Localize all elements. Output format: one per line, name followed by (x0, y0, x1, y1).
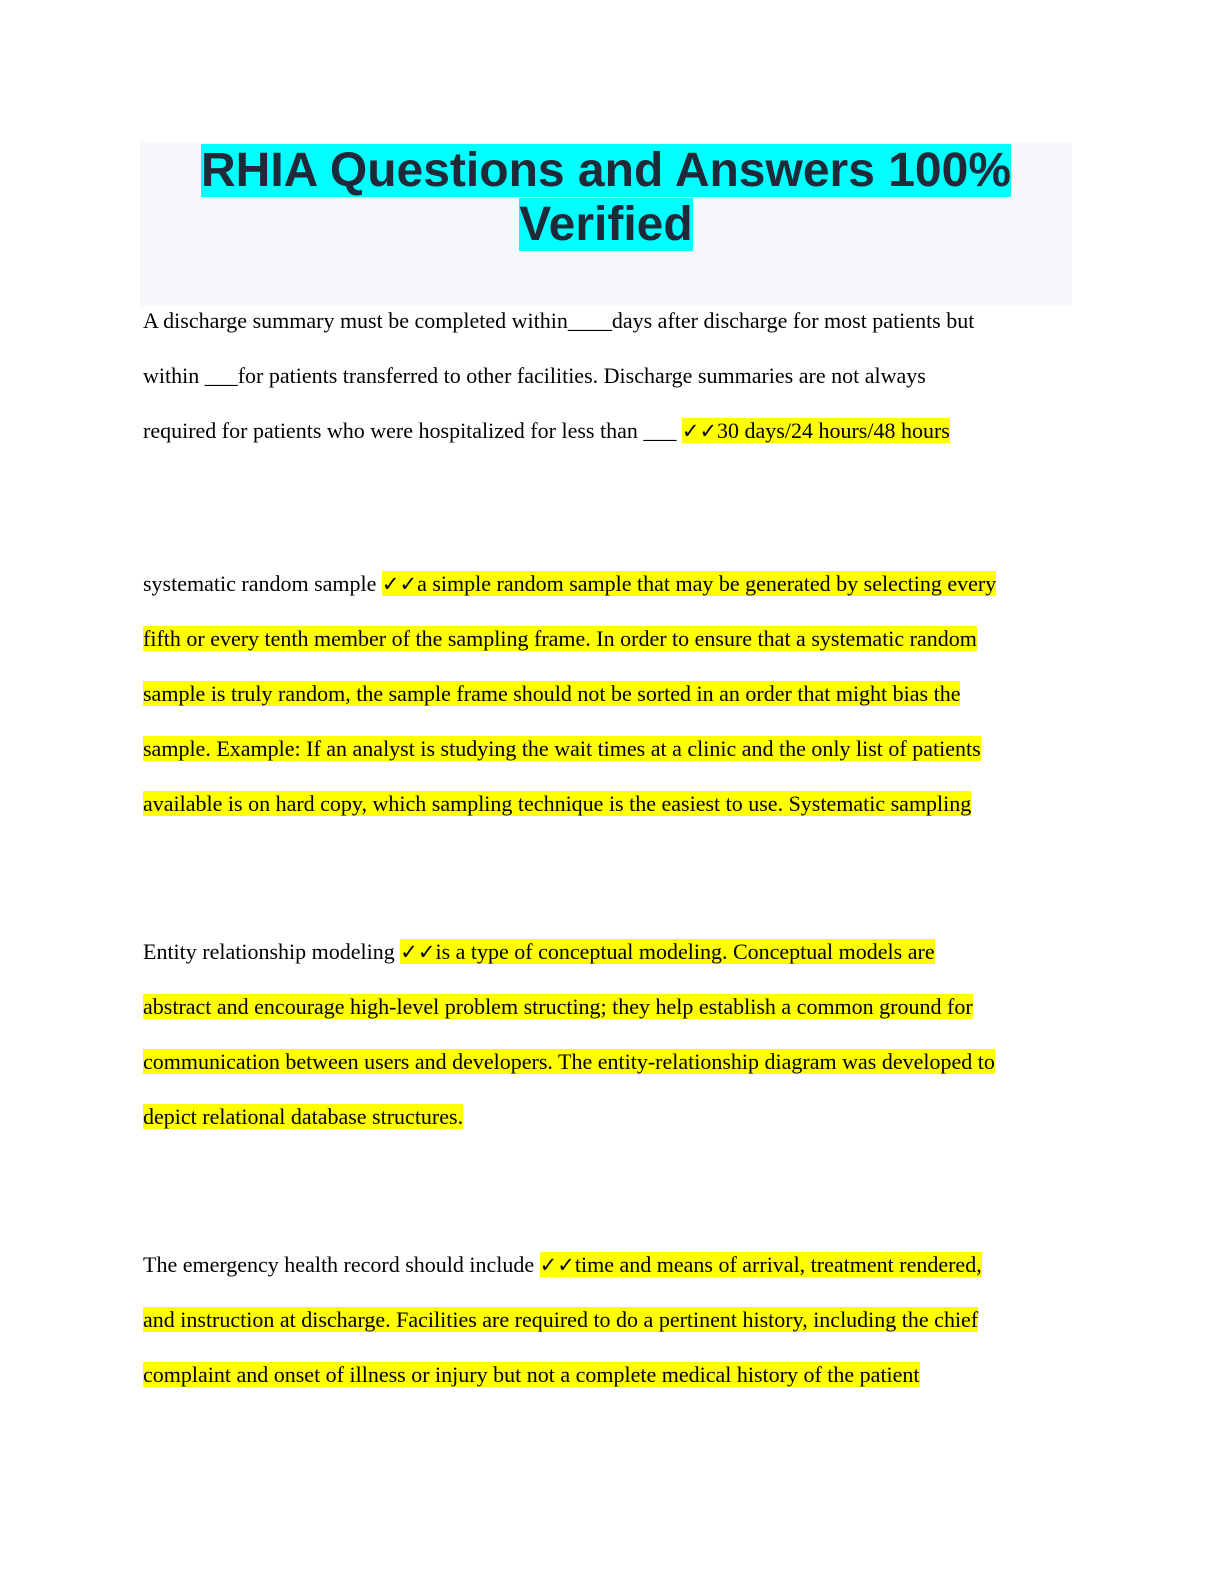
title-banner (140, 142, 1072, 306)
answer-highlight (400, 939, 934, 964)
answer-line (143, 1292, 1073, 1347)
answer-line (143, 776, 1073, 831)
answer-text: and instruction at discharge. Facilities are required to do a pertinent history, including the chief (143, 1307, 979, 1332)
answer-line (143, 1034, 1073, 1089)
answer-text: depict relational database structures. (143, 1104, 464, 1129)
question-answer-line (143, 556, 1073, 611)
answer-text: available is on hard copy, which sampling technique is the easiest to use. Systematic sampling (143, 791, 972, 816)
qa-item-entity-relationship-modeling (143, 924, 1073, 1144)
question-text: required for patients who were hospitalized for less than ___ (143, 418, 682, 443)
question-answer-line (143, 1237, 1073, 1292)
answer-text: sample. Example: If an analyst is studying the wait times at a clinic and the only list of patients (143, 736, 981, 761)
qa-item-discharge-summary (143, 293, 1073, 458)
answer-highlight (682, 418, 950, 443)
qa-item-emergency-health-record (143, 1237, 1073, 1402)
answer-text: 30 days/24 hours/48 hours (717, 418, 950, 443)
answer-text: abstract and encourage high-level problem structing; they help establish a common ground for (143, 994, 973, 1019)
title-line-2: Verified (519, 198, 693, 251)
answer-line (143, 1089, 1073, 1144)
title-line-1: RHIA Questions and Answers 100% (201, 144, 1011, 197)
question-line: A discharge summary must be completed within____days after discharge for most patients but (143, 308, 975, 333)
answer-line (143, 1347, 1073, 1402)
double-check-icon: ✓✓ (539, 1253, 575, 1277)
question-text: systematic random sample (143, 571, 382, 596)
answer-highlight (382, 571, 996, 596)
double-check-icon: ✓✓ (400, 940, 436, 964)
answer-text: complaint and onset of illness or injury but not a complete medical history of the patient (143, 1362, 920, 1387)
answer-text: time and means of arrival, treatment rendered, (574, 1252, 982, 1277)
question-text: The emergency health record should include (143, 1252, 540, 1277)
double-check-icon: ✓✓ (381, 572, 418, 596)
qa-item-systematic-random-sample (143, 556, 1073, 831)
page-title (140, 142, 1072, 252)
question-text: Entity relationship modeling (143, 939, 401, 964)
double-check-icon: ✓✓ (681, 419, 718, 443)
answer-text: a simple random sample that may be generated by selecting every (417, 571, 997, 596)
answer-text: fifth or every tenth member of the sampling frame. In order to ensure that a systematic random (143, 626, 977, 651)
question-answer-line (143, 924, 1073, 979)
answer-line (143, 666, 1073, 721)
answer-line (143, 721, 1073, 776)
answer-text: sample is truly random, the sample frame should not be sorted in an order that might bias the (143, 681, 961, 706)
answer-text: is a type of conceptual modeling. Conceptual models are (435, 939, 935, 964)
question-line: within ___for patients transferred to other facilities. Discharge summaries are not always (143, 363, 926, 388)
answer-text: communication between users and developers. The entity-relationship diagram was developed to (143, 1049, 995, 1074)
answer-line (143, 979, 1073, 1034)
question-answer-line (143, 403, 1073, 458)
answer-highlight (540, 1252, 982, 1277)
answer-line (143, 611, 1073, 666)
